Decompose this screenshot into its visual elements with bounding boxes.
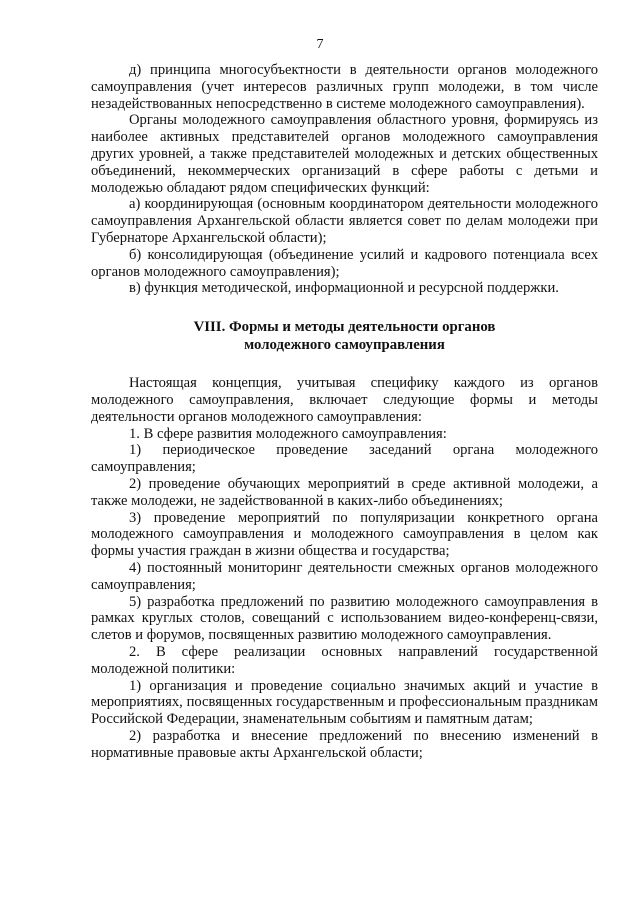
paragraph: в) функция методической, информационной и ресурсной поддержки. xyxy=(129,280,559,297)
list-item: 2) проведение обучающих мероприятий в среде активной молодежи, а также молодежи, не задействованной в каких-либо объединениях; xyxy=(91,475,598,509)
numbered-paragraph: 1. В сфере развития молодежного самоуправления: xyxy=(129,425,447,442)
list-item: 1) организация и проведение социально значимых акций и участие в мероприятиях, посвященных государственным и профессиональным праздникам Российской Федерации, знаменательным событиям и памятным датам; xyxy=(91,677,598,728)
paragraph: а) координирующая (основным координатором деятельности молодежного самоуправления Архангельской области является совет по делам молодежи при Губернаторе Архангельской области); xyxy=(91,196,598,246)
paragraph: Органы молодежного самоуправления областного уровня, формируясь из наиболее активных представителей органов молодежного самоуправления других уровней, а также представителей молодежных и детских общественных объединений, некоммерческих организаций в сфере работы с детьми и молодежью обладают рядом специфических функций: xyxy=(91,112,598,196)
list-item: 1) периодическое проведение заседаний органа молодежного самоуправления; xyxy=(91,442,598,476)
section-heading-line-2: молодежного самоуправления xyxy=(244,336,445,353)
paragraph: д) принципа многосубъектности в деятельности органов молодежного самоуправления (учет интересов различных групп молодежи, в том числе незадействованных непосредственно в системе молодежного самоуправления). xyxy=(91,62,598,112)
numbered-paragraph: 2. В сфере реализации основных направлений государственной молодежной политики: xyxy=(91,643,598,677)
paragraph: б) консолидирующая (объединение усилий и кадрового потенциала всех органов молодежного самоуправления); xyxy=(91,246,598,280)
list-item: 4) постоянный мониторинг деятельности смежных органов молодежного самоуправления; xyxy=(91,559,598,593)
section-heading-line-1: VIII. Формы и методы деятельности органов xyxy=(193,319,496,336)
page-number: 7 xyxy=(316,37,324,52)
section-heading xyxy=(91,319,598,354)
paragraph: Настоящая концепция, учитывая специфику каждого из органов молодежного самоуправления, включает следующие формы и методы деятельности органов молодежного самоуправления: xyxy=(91,375,598,425)
list-item: 2) разработка и внесение предложений по внесению изменений в нормативные правовые акты Архангельской области; xyxy=(91,727,598,761)
list-item: 3) проведение мероприятий по популяризации конкретного органа молодежного самоуправления и молодежного самоуправления в целом как формы участия граждан в жизни общества и государства; xyxy=(91,509,598,560)
list-item: 5) разработка предложений по развитию молодежного самоуправления в рамках круглых столов, совещаний с использованием видео-конференц-связи, слетов и форумов, посвященных развитию молодежного самоуправления. xyxy=(91,593,598,644)
page-body xyxy=(91,62,598,761)
